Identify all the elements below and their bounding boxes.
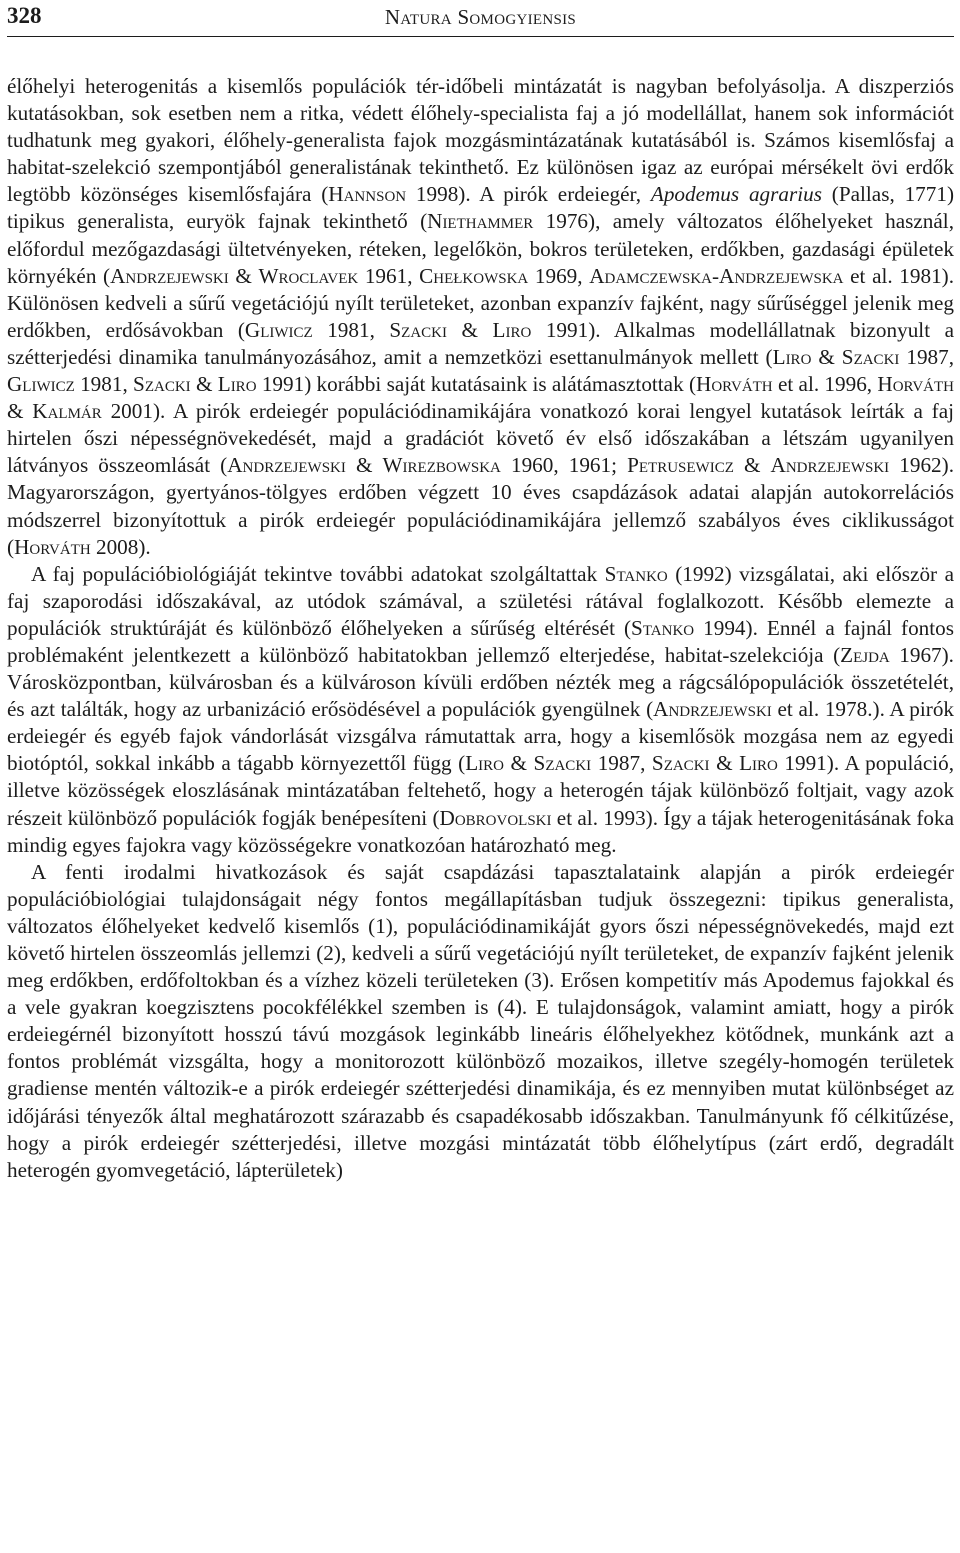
text-run: 1987, [591, 751, 652, 776]
author-citation: Stanko [604, 561, 668, 586]
text-run: 1991) korábbi saját kutatásaink is alátámasztottak ( [256, 372, 697, 397]
text-run: 1981, [312, 317, 390, 342]
paragraph [7, 859, 954, 1184]
page-number: 328 [7, 3, 42, 28]
author-citation: Szacki [133, 372, 191, 397]
author-citation: Liro [465, 751, 504, 776]
text-run: 1991). A populáció, illetve közösségek eloszlásának mintázatában feltehető, hogy a heterogén tájak különböző foltjait, vagy azok részeit különböző populációk fogják benépesíteni ( [7, 751, 954, 830]
text-run: & [709, 751, 740, 776]
running-head: Natura Somogyiensis [384, 5, 577, 29]
text-run: & [190, 372, 218, 397]
author-citation: Wroclavek [258, 263, 359, 288]
text-run: & [447, 317, 493, 342]
author-citation: Kalmár [32, 399, 102, 424]
text-run: & [503, 751, 534, 776]
species-name: Apodemus agrarius [650, 182, 822, 207]
author-citation: Andrzejewski [227, 453, 346, 478]
author-citation: Zejda [840, 642, 890, 667]
text-run: 1960, 1961; [500, 453, 628, 478]
text-run: 1961, [358, 263, 420, 288]
author-citation: Liro [772, 344, 812, 369]
paragraph [7, 561, 954, 859]
text-run: & [7, 399, 33, 424]
text-run: 1967). Városközpontban, külvárosban és a külvároson kívüli erdőben nézték meg a rágcsálópopulációk összetételét, és azt találták, hogy az urbanizáció erősödésével a populációk gyengülnek ( [7, 642, 954, 722]
author-citation: Andrzejewski [110, 263, 229, 288]
text-run: 1969, [528, 263, 590, 288]
text-run: A faj populációbiológiáját tekintve további adatokat szolgáltattak [31, 561, 605, 586]
text-run: 1994). Ennél a fajnál fontos problémaként jelentkezett a különböző habitatokban jellemző elterjedése, habitat-szelekciója ( [7, 615, 954, 667]
text-run: (1992) vizsgálatai, aki először a faj szaporodási időszakával, az utódok számával, a születési rátával foglalkozott. Később elemezte a populációk struktúráját és különböző élőhelyeken a sűrűség eltérését ( [7, 561, 954, 640]
text-run: 1981, [74, 372, 134, 397]
author-citation: Gliwicz [7, 372, 75, 397]
author-citation: Horváth [696, 372, 773, 397]
text-run: & [228, 263, 259, 288]
text-run: & [811, 344, 842, 369]
author-citation: Horváth [877, 372, 955, 397]
author-citation: Stanko [631, 615, 695, 640]
text-run: 1962). Magyarországon, gyertyános-tölgyes erdőben végzett 10 éves csapdázások adatai alapján autokorrelációs módszerrel bizonyítottuk a pirók erdeiegér populációdinamikájára jellemző szabályos éves ciklikusságot ( [7, 453, 954, 559]
author-citation: Petrusewicz [627, 453, 734, 478]
paragraph [7, 73, 954, 561]
author-citation: Liro [217, 372, 257, 397]
author-citation: Liro [492, 317, 532, 342]
author-citation: Wirezbowska [382, 453, 501, 478]
text-run: élőhelyi heterogenitás a kisemlős populációk tér-időbeli mintázatát is nagyban befolyásolja. A diszperziós kutatásokban, sok esetben nem a ritka, védett élőhely-specialista faj a jó modellállat, hanem sok információt tudhatunk meg gyakori, élőhely-generalista fajok mozgásmintázatának kutatásából is. Számos kisemlősfaj a habitat-szelekció szempontjából generalistának tekinthető. Ez különösen igaz az európai mérsékelt övi erdők legtöbb közönséges kisemlősfajára ( [7, 74, 954, 207]
text-run: et al. 1996, [772, 372, 878, 397]
text-run: & [345, 453, 383, 478]
text-run: 2001). A pirók erdeiegér populációdinamikájára vonatkozó korai lengyel kutatások leírták a faj hirtelen őszi népességnövekedését, majd a gradációt követő év első időszakában a létszám ugyanilyen látványos összeomlását ( [7, 399, 954, 478]
author-citation: Hannson [328, 182, 407, 207]
author-citation: Szacki [841, 344, 900, 369]
author-citation: Andrzejewski [770, 453, 890, 478]
text-run: A fenti irodalmi hivatkozások és saját csapdázási tapasztalataink alapján a pirók erdeiegér populációbiológiai tulajdonságait négy fontos megállapításban tudjuk összegezni: tipikus generalista, változatos élőhelyeket kedvelő kisemlős (1), populációdinamikáját gyors őszi népességnövekedés, majd ezt követő hirtelen összeomlás jellemzi (2), kedveli a sűrű vegetációjú nyílt területeket, de expanzív fajként jelenik meg erdőkben, erdőfoltokban és a vízhez közeli területeken (3). Erősen kompetitív más Apodemus fajokkal és a vele gyakran koegzisztens pocokfélékkel szemben is (4). E tulajdonságok, valamint amiatt, hogy a pirók erdeiegérnél bizonyított hosszú távú mozgások leginkább lineáris élőhelyekhez kötődnek, munkánk azt a fontos problémát vizsgálta, hogy a monitorozott különböző mozaikos, illetve szegély-homogén területek gradiense mentén változik-e a pirók erdeiegér szétterjedési dinamikája, és ez mennyiben mutat különbséget az időjárási tényezők által meghatározott szárazabb és csapadékosabb időszakban. Tanulmányunk fő célkitűzése, hogy a pirók erdeiegér szétterjedési, illetve mozgási mintázatát több élőhelytípus (zárt erdő, degradált heterogén gyomvegetáció, lápterületek) [7, 859, 954, 1182]
author-citation: Szacki [389, 317, 448, 342]
text-run: 1976), amely változatos élőhelyeket használ, előfordul mezőgazdasági ültetvényeken, réteken, legelőkön, bokros területeken, erdőkben, gazdasági épületek környékén ( [7, 209, 954, 288]
text-run: 1998). A pirók erdeiegér, [406, 182, 651, 207]
text-run: 1987, [899, 344, 955, 369]
text-run: et al. 1981). Különösen kedveli a sűrű vegetációjú nyílt területeket, azonban expanzív fajként, nagy sűrűséggel jelenik meg erdőkben, erdősávokban ( [7, 263, 955, 342]
author-citation: Horváth [14, 534, 91, 559]
text-run: 2008). [90, 534, 151, 559]
text-run: (Pallas, 1771) tipikus generalista, euryök fajnak tekinthető ( [7, 182, 955, 234]
text-run: 1991). Alkalmas modellállatnak bizonyult a szétterjedési dinamika tanulmányozásához, amit a nemzetközi esettanulmányok mellett ( [7, 317, 954, 369]
author-citation: Andrzejewski [653, 697, 772, 722]
author-citation: Niethammer [427, 209, 534, 234]
author-citation: Liro [739, 751, 778, 776]
author-citation: Dobrovolski [439, 805, 552, 830]
author-citation: Szacki [533, 751, 592, 776]
text-run: et al. 1993). Így a tájak heterogenitásának foka mindig egyes fajokra vagy közösségekre vonatkozóan határozható meg. [7, 805, 954, 857]
body-text [7, 73, 954, 1184]
author-citation: Gliwicz [244, 317, 313, 342]
text-run: et al. 1978.). A pirók erdeiegér és egyéb fajok vándorlását vizsgálva rámutattak arra, hogy a kisemlősök mozgása nem az egyedi biotóptól, sokkal inkább a tágabb környezettől függ ( [7, 697, 955, 776]
author-citation: Szacki [651, 751, 710, 776]
page-header [7, 0, 954, 37]
author-citation: Chełkowska [419, 263, 529, 288]
text-run: & [733, 453, 771, 478]
author-citation: Adamczewska-Andrzejewska [589, 263, 844, 288]
